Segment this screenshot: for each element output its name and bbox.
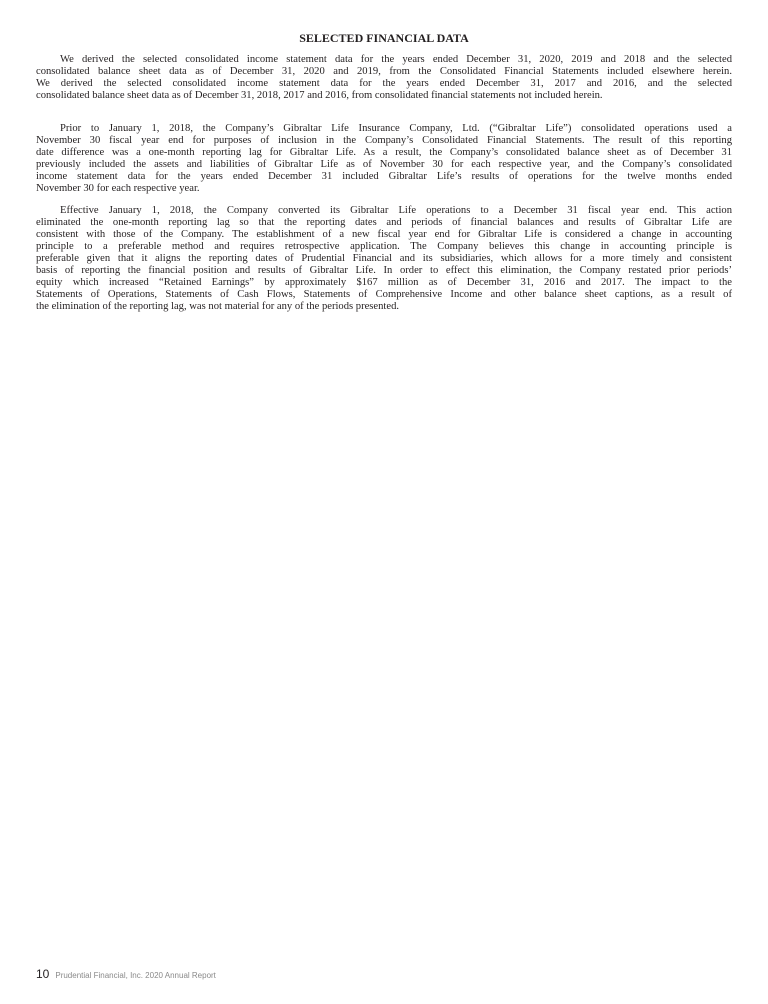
page-number: 10 <box>36 967 50 981</box>
text-line: consistent with those of the Company. The establishment of a new fiscal year end for Gibraltar Life is considered a change in accounting <box>36 229 732 240</box>
text-line: We derived the selected consolidated income statement data for the years ended December 31, 2020, 2019 and 2018 and the selected <box>60 54 732 65</box>
paragraph-3 <box>36 205 732 313</box>
text-line: income statement data for the years ended December 31 included Gibraltar Life’s results of operations for the twelve months ended <box>36 171 732 182</box>
footer-text: Prudential Financial, Inc. 2020 Annual Report <box>55 971 216 980</box>
text-line: previously included the assets and liabilities of Gibraltar Life as of November 30 for each respective year, and the Company’s consolidated <box>36 159 732 170</box>
page-footer <box>36 967 216 981</box>
text-line: consolidated balance sheet data as of December 31, 2020 and 2019, from the Consolidated Financial Statements included elsewhere herein. <box>36 66 732 77</box>
text-line: date difference was a one-month reporting lag for Gibraltar Life. As a result, the Company’s consolidated balance sheet as of December 31 <box>36 147 732 158</box>
text-line: preferable given that it aligns the reporting dates of Prudential Financial and its subsidiaries, which allows for a more timely and consistent <box>36 253 732 264</box>
text-line: basis of reporting the financial position and results of Gibraltar Life. In order to effect this elimination, the Company restated prior periods’ <box>36 265 732 276</box>
paragraph-1 <box>36 54 732 102</box>
text-line: We derived the selected consolidated income statement data for the years ended December 31, 2017 and 2016, and the selected <box>36 78 732 89</box>
text-line: Statements of Operations, Statements of Cash Flows, Statements of Comprehensive Income and other balance sheet captions, as a result of <box>36 289 732 300</box>
page-title: SELECTED FINANCIAL DATA <box>299 31 469 45</box>
text-line: equity which increased “Retained Earnings” by approximately $167 million as of December 31, 2016 and 2017. The impact to the <box>36 277 732 288</box>
text-line: the elimination of the reporting lag, was not material for any of the periods presented. <box>36 301 400 312</box>
text-line: Prior to January 1, 2018, the Company’s Gibraltar Life Insurance Company, Ltd. (“Gibraltar Life”) consolidated operations used a <box>60 123 732 134</box>
text-line: principle to a preferable method and requires retrospective application. The Company believes this change in accounting principle is <box>36 241 732 252</box>
text-line: consolidated balance sheet data as of December 31, 2018, 2017 and 2016, from consolidated financial statements not included herein. <box>36 90 603 101</box>
text-line: Effective January 1, 2018, the Company converted its Gibraltar Life operations to a December 31 fiscal year end. This action <box>60 205 732 216</box>
paragraph-2 <box>36 123 732 195</box>
text-line: eliminated the one-month reporting lag so that the reporting dates and periods of financial balances and results of Gibraltar Life are <box>36 217 732 228</box>
text-line: November 30 fiscal year end for purposes of inclusion in the Company’s Consolidated Financial Statements. The result of this reporting <box>36 135 732 146</box>
text-line: November 30 for each respective year. <box>36 183 200 194</box>
